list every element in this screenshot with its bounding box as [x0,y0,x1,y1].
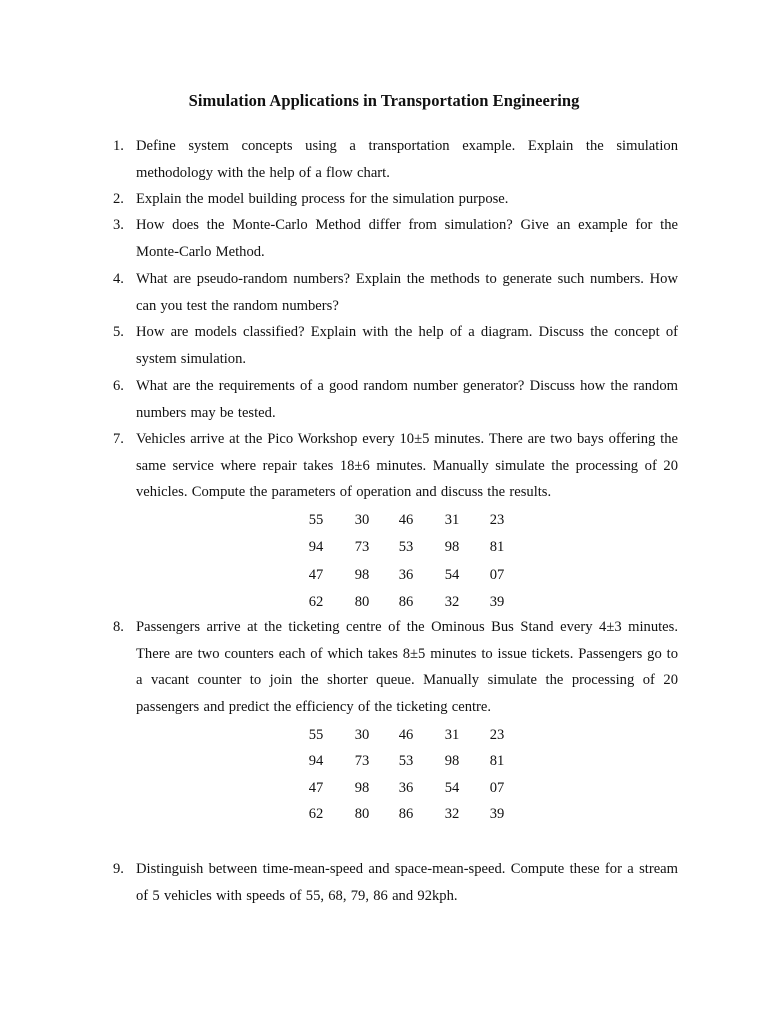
question-text: Define system concepts using a transportation example. Explain the simulation methodology with the help of a flow chart. [136,138,678,181]
table-cell: 53 [398,539,414,555]
table-cell: 31 [444,727,460,743]
question-number: 3. [113,217,124,233]
table-cell: 23 [489,727,505,743]
question-number: 8. [113,619,124,635]
table-cell: 98 [354,780,370,796]
table-row [0,592,768,612]
question-text: Explain the model building process for the simulation purpose. [136,191,509,207]
question-text: What are pseudo-random numbers? Explain the methods to generate such numbers. How can you test the random numbers? [136,271,678,314]
table-cell: 39 [489,806,505,822]
table-cell: 94 [308,539,324,555]
table-row [0,537,768,557]
question-text: Passengers arrive at the ticketing centre of the Ominous Bus Stand every 4±3 minutes. There are two counters each of which takes 8±5 minutes to issue tickets. Passengers go to a vacant counter to join the shorter queue. Manually simulate the processing of 20 passengers and predict the efficiency of the ticketing centre. [136,619,678,715]
table-cell: 46 [398,512,414,528]
table-cell: 36 [398,567,414,583]
table-cell: 36 [398,780,414,796]
table-cell: 07 [489,567,505,583]
table-cell: 53 [398,753,414,769]
table-cell: 81 [489,753,505,769]
table-cell: 46 [398,727,414,743]
table-cell: 54 [444,567,460,583]
table-cell: 73 [354,539,370,555]
table-cell: 32 [444,594,460,610]
table-cell: 62 [308,594,324,610]
table-cell: 32 [444,806,460,822]
table-row [0,778,768,798]
table-cell: 98 [444,753,460,769]
table-cell: 81 [489,539,505,555]
question-number: 2. [113,191,124,207]
table-row [0,804,768,824]
question-number: 5. [113,324,124,340]
table-cell: 98 [354,567,370,583]
document-title: Simulation Applications in Transportation Engineering [188,91,580,110]
question-number: 7. [113,431,124,447]
table-cell: 54 [444,780,460,796]
question-number: 6. [113,378,124,394]
table-cell: 80 [354,806,370,822]
table-cell: 23 [489,512,505,528]
table-cell: 47 [308,780,324,796]
question-text: Distinguish between time-mean-speed and space-mean-speed. Compute these for a stream of 5 vehicles with speeds of 55, 68, 79, 86 and 92kph. [136,861,678,904]
question-number: 4. [113,271,124,287]
question-number: 9. [113,861,124,877]
table-cell: 55 [308,512,324,528]
table-cell: 30 [354,512,370,528]
table-row [0,751,768,771]
table-cell: 62 [308,806,324,822]
table-cell: 86 [398,594,414,610]
table-cell: 94 [308,753,324,769]
table-cell: 73 [354,753,370,769]
table-row [0,725,768,745]
question-text: Vehicles arrive at the Pico Workshop every 10±5 minutes. There are two bays offering the same service where repair takes 18±6 minutes. Manually simulate the processing of 20 vehicles. Compute the parameters of operation and discuss the results. [136,431,678,500]
table-cell: 98 [444,539,460,555]
table-cell: 47 [308,567,324,583]
question-number: 1. [113,138,124,154]
question-text: What are the requirements of a good random number generator? Discuss how the random numbers may be tested. [136,378,678,421]
question-text: How are models classified? Explain with the help of a diagram. Discuss the concept of system simulation. [136,324,678,367]
table-cell: 39 [489,594,505,610]
table-cell: 86 [398,806,414,822]
table-cell: 30 [354,727,370,743]
table-cell: 55 [308,727,324,743]
table-cell: 31 [444,512,460,528]
table-cell: 80 [354,594,370,610]
question-text: How does the Monte-Carlo Method differ from simulation? Give an example for the Monte-Carlo Method. [136,217,678,260]
table-row [0,510,768,530]
table-row [0,565,768,585]
table-cell: 07 [489,780,505,796]
